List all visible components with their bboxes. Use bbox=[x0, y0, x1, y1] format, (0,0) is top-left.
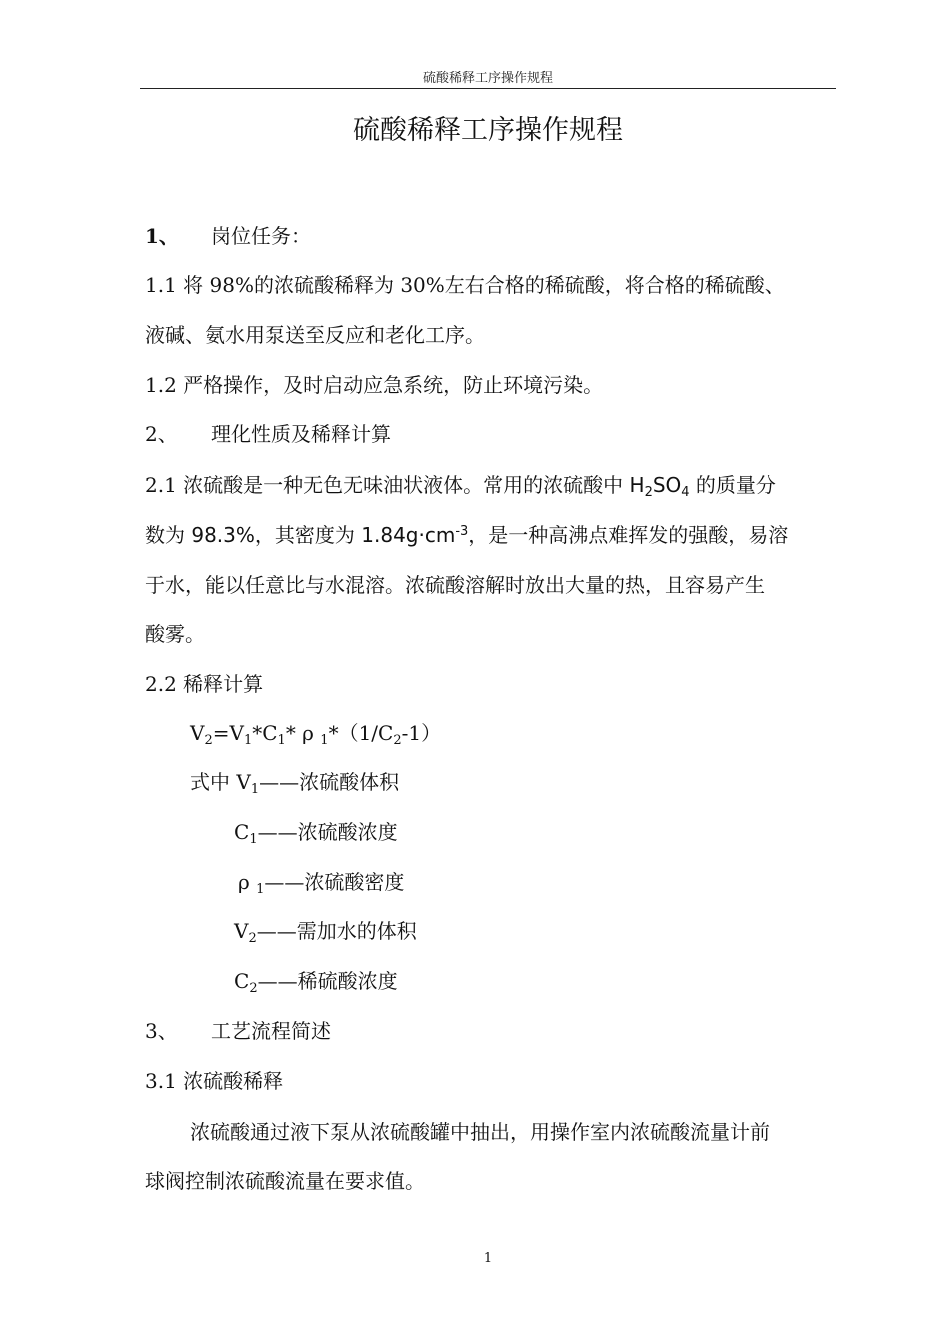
dilution-formula bbox=[190, 718, 441, 748]
section-title: 理化性质及稀释计算 bbox=[211, 422, 391, 446]
section-3-heading bbox=[145, 1016, 331, 1046]
text-run: V bbox=[234, 919, 249, 943]
formula-h2so4 bbox=[629, 473, 690, 500]
text-run: ——需加水的体积 bbox=[256, 919, 417, 943]
subscript: 1 bbox=[250, 782, 260, 797]
paragraph-2-1-line-2 bbox=[145, 520, 788, 550]
running-header: 硫酸稀释工序操作规程 bbox=[422, 71, 553, 86]
subscript: 2 bbox=[248, 931, 257, 946]
document-title: 硫酸稀释工序操作规程 bbox=[353, 115, 623, 146]
text-run: ，是一种高沸点难挥发的强酸，易溶 bbox=[468, 523, 789, 547]
superscript: -3 bbox=[455, 524, 469, 539]
paragraph-1-2: 1.2 严格操作，及时启动应急系统，防止环境污染。 bbox=[145, 373, 604, 397]
legend-c2 bbox=[234, 966, 398, 996]
subscript: 2 bbox=[249, 981, 258, 996]
subscript: 1 bbox=[249, 832, 258, 847]
section-3-1-heading: 3.1 浓硫酸稀释 bbox=[145, 1069, 284, 1093]
subscript: 4 bbox=[681, 485, 690, 500]
paragraph-2-1-line-3: 于水，能以任意比与水混溶。浓硫酸溶解时放出大量的热，且容易产生 bbox=[145, 573, 765, 597]
legend-c1 bbox=[234, 817, 398, 847]
text-run: ——浓硫酸浓度 bbox=[257, 820, 398, 844]
text-run: ——浓硫酸体积 bbox=[259, 770, 400, 794]
paragraph-3-1-line-1: 浓硫酸通过液下泵从浓硫酸罐中抽出，用操作室内浓硫酸流量计前 bbox=[190, 1120, 770, 1144]
section-title: 工艺流程简述 bbox=[211, 1019, 331, 1043]
text-run: -1） bbox=[401, 721, 442, 745]
subscript: 1 bbox=[243, 733, 253, 748]
section-number: 2、 bbox=[145, 422, 178, 446]
legend-v1 bbox=[190, 767, 399, 797]
section-number: 3、 bbox=[145, 1019, 178, 1043]
subscript: 2 bbox=[644, 485, 653, 500]
legend-v2 bbox=[234, 916, 417, 946]
subscript: 1 bbox=[277, 733, 286, 748]
text-run: * ρ bbox=[285, 721, 321, 745]
paragraph-1-1-line-1: 1.1 将 98%的浓硫酸稀释为 30%左右合格的稀硫酸，将合格的稀硫酸、 bbox=[145, 273, 785, 297]
page-number: 1 bbox=[483, 1251, 493, 1266]
text-run: *C bbox=[252, 721, 278, 745]
subscript: 1 bbox=[320, 733, 329, 748]
text-run: 数为 bbox=[145, 523, 192, 547]
text-run: SO bbox=[652, 473, 682, 497]
legend-rho1 bbox=[238, 867, 404, 897]
paragraph-3-1-line-2: 球阀控制浓硫酸流量在要求值。 bbox=[145, 1169, 425, 1193]
text-run: ，其密度为 bbox=[254, 523, 362, 547]
section-number: 1、 bbox=[145, 224, 179, 248]
text-run: H bbox=[629, 473, 645, 497]
subscript: 2 bbox=[204, 733, 213, 748]
text-run: ——稀硫酸浓度 bbox=[257, 969, 398, 993]
header-rule bbox=[140, 88, 836, 89]
text-run: C bbox=[234, 969, 250, 993]
text-run: 的质量分 bbox=[689, 473, 776, 497]
text-run: ——浓硫酸密度 bbox=[264, 870, 405, 894]
text-run: C bbox=[234, 820, 250, 844]
section-2-2-heading: 2.2 稀释计算 bbox=[145, 672, 264, 696]
mass-fraction-value: 98.3% bbox=[191, 523, 255, 547]
section-title: 岗位任务： bbox=[211, 224, 311, 248]
text-run: 1.84g·cm bbox=[361, 523, 456, 547]
text-run: =V bbox=[212, 721, 244, 745]
text-run: V bbox=[190, 721, 205, 745]
text-run: ρ bbox=[238, 870, 257, 894]
section-1-heading bbox=[145, 221, 311, 251]
section-2-heading bbox=[145, 419, 391, 449]
subscript: 2 bbox=[393, 733, 402, 748]
subscript: 1 bbox=[256, 882, 265, 897]
paragraph-1-1-line-2: 液碱、氨水用泵送至反应和老化工序。 bbox=[145, 323, 485, 347]
density-value bbox=[361, 523, 468, 547]
paragraph-2-1-line-4: 酸雾。 bbox=[145, 622, 205, 646]
text-run: *（1/C bbox=[328, 721, 394, 745]
paragraph-2-1-line-1 bbox=[145, 470, 776, 500]
text-run: 2.1 浓硫酸是一种无色无味油状液体。常用的浓硫酸中 bbox=[145, 473, 630, 497]
text-run: 式中 V bbox=[190, 770, 251, 794]
